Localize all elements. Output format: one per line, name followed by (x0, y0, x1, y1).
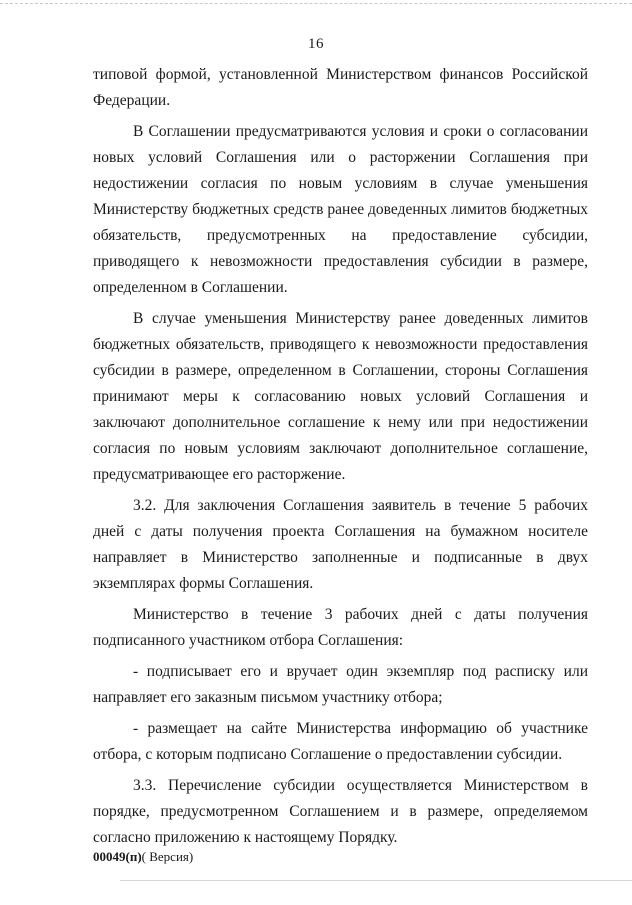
paragraph-ministry-actions: Министерство в течение 3 рабочих дней с даты получения подписанного участником отбора Соглашения: (93, 606, 588, 649)
document-body (93, 62, 588, 856)
list-item-publish: - размещает на сайте Министерства информацию об участнике отбора, с которым подписано Соглашение о предоставлении субсидии. (93, 720, 588, 763)
paragraph-limits-reduction: В случае уменьшения Министерству ранее доведенных лимитов бюджетных обязательств, приводящего к невозможности предоставления субсидии в размере, определенном в Соглашении, стороны Соглашения принимают меры к согласованию новых условий Соглашения и заключают дополнительное соглашение к нему или при недостижении согласия по новым условиям заключают дополнительное соглашение, предусматривающее его расторжение. (93, 310, 588, 483)
paragraph-3-3: 3.3. Перечисление субсидии осуществляется Министерством в порядке, предусмотренном Соглашением и в размере, определяемом согласно приложению к настоящему Порядку. (93, 777, 588, 846)
top-scan-edge (0, 3, 632, 4)
document-code: 00049(п) (93, 849, 142, 864)
paragraph-3-2: 3.2. Для заключения Соглашения заявитель в течение 5 рабочих дней с даты получения проекта Соглашения на бумажном носителе направляет в Министерство заполненные и подписанные в двух экземплярах формы Соглашения. (93, 497, 588, 592)
paragraph-continuation: типовой формой, установленной Министерством финансов Российской Федерации. (93, 66, 588, 109)
paragraph-agreement-conditions: В Соглашении предусматриваются условия и сроки о согласовании новых условий Соглашения или о расторжении Соглашения при недостижении согласия по новым условиям в случае уменьшения Министерству бюджетных средств ранее доведенных лимитов бюджетных обязательств, предусмотренных на предоставление субсидии, приводящего к невозможности предоставления субсидии в размере, определенном в Соглашении. (93, 123, 588, 296)
document-version: ( Версия) (141, 849, 194, 864)
list-item-sign: - подписывает его и вручает один экземпляр под расписку или направляет его заказным письмом участнику отбора; (93, 663, 588, 706)
document-footer (93, 849, 193, 865)
page-number: 16 (308, 36, 324, 52)
bottom-scan-edge (120, 880, 632, 881)
